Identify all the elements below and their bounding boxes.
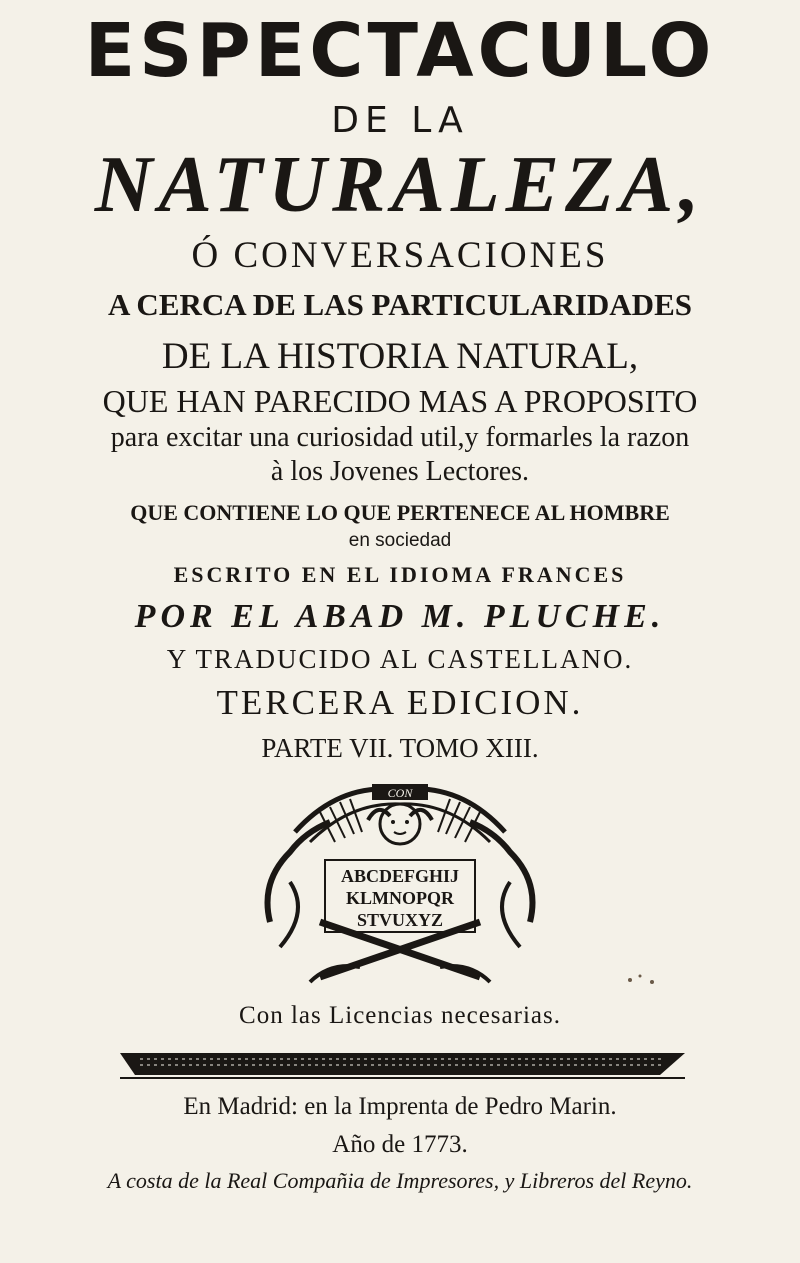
title-connector: DE LA <box>331 100 469 141</box>
title-naturaleza: NATURALEZA, <box>94 141 706 229</box>
edition-line: TERCERA EDICION. <box>216 683 584 722</box>
subtitle-line: para excitar una curiosidad util,y formarles la razon <box>110 422 690 453</box>
imprint-year: Año de 1773. <box>332 1131 468 1158</box>
translated-line: Y TRADUCIDO AL CASTELLANO. <box>166 644 634 674</box>
contents-line: en sociedad <box>348 530 452 551</box>
paper-stain-icon <box>600 950 720 1010</box>
contents-line: QUE CONTIENE LO QUE PERTENECE AL HOMBRE <box>130 500 670 525</box>
subtitle-line: QUE HAN PARECIDO MAS A PROPOSITO <box>102 383 698 419</box>
imprint-place: En Madrid: en la Imprenta de Pedro Marin. <box>183 1093 617 1120</box>
subtitle-line: Ó CONVERSACIONES <box>191 235 609 276</box>
author-line: POR EL ABAD M. PLUCHE. <box>134 598 666 635</box>
subtitle-line: à los Jovenes Lectores. <box>270 456 530 487</box>
ornamental-rule <box>120 1045 685 1081</box>
main-title: ESPECTACULO <box>84 8 716 94</box>
ornament-alphabet-line: STVUXYZ <box>356 910 444 930</box>
ornament-alphabet-line: KLMNOPQR <box>346 888 454 908</box>
imprint-cost: A costa de la Real Compañia de Impresores, y Libreros del Reyno. <box>107 1168 693 1193</box>
subtitle-line: DE LA HISTORIA NATURAL, <box>161 336 639 377</box>
licenses-line: Con las Licencias necesarias. <box>239 1002 561 1029</box>
printer-ornament-icon <box>250 772 550 992</box>
subtitle-line: A CERCA DE LAS PARTICULARIDADES <box>108 287 692 322</box>
ornament-alphabet-line: ABCDEFGHIJ <box>340 866 460 886</box>
written-line: ESCRITO EN EL IDIOMA FRANCES <box>173 562 627 587</box>
volume-line: PARTE VII. TOMO XIII. <box>261 733 539 763</box>
ornament-banner-text: CON <box>387 786 413 800</box>
